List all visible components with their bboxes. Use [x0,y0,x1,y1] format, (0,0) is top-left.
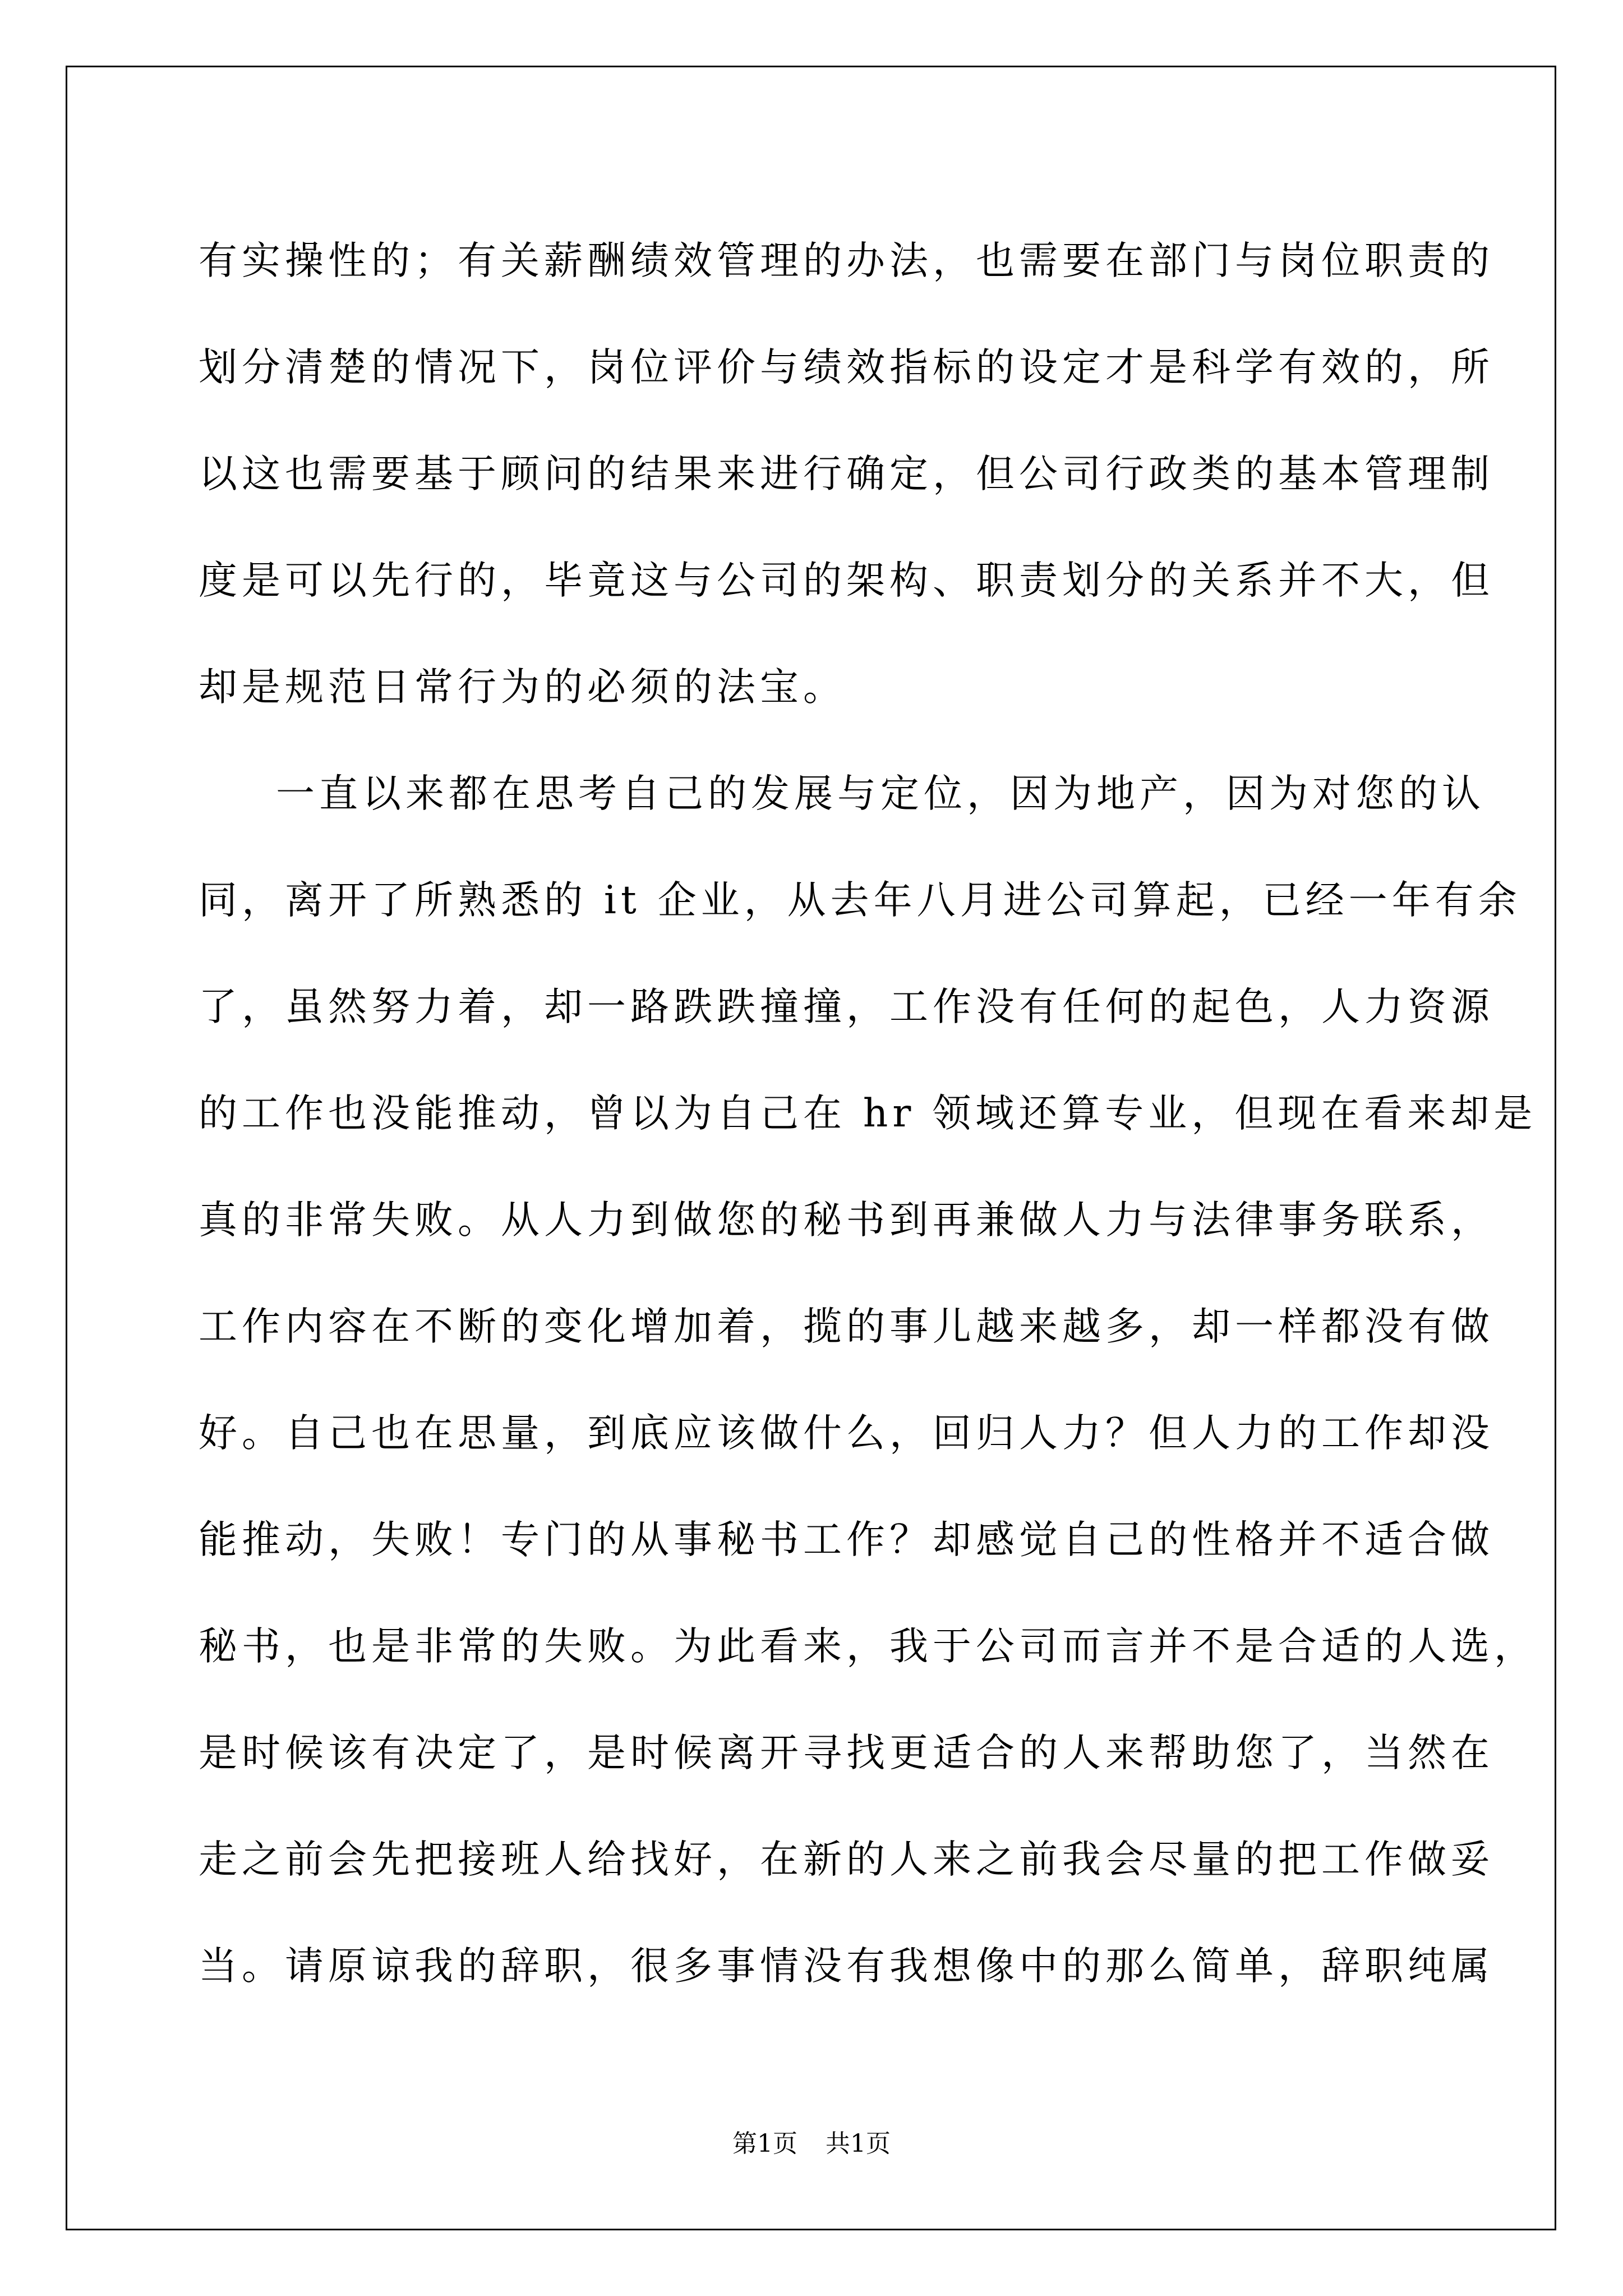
text-line: 划分清楚的情况下，岗位评价与绩效指标的设定才是科学有效的，所 [199,345,1494,390]
text-line: 走之前会先把接班人给找好，在新的人来之前我会尽量的把工作做妥 [199,1837,1494,1882]
text-line: 却是规范日常行为的必须的法宝。 [199,665,846,710]
text-line: 的工作也没能推动，曾以为自己在 hr 领域还算专业，但现在看来却是 [199,1091,1537,1136]
text-line: 以这也需要基于顾问的结果来进行确定，但公司行政类的基本管理制 [199,452,1494,496]
text-line: 秘书，也是非常的失败。为此看来，我于公司而言并不是合适的人选， [199,1624,1537,1669]
text-line: 了，虽然努力着，却一路跌跌撞撞，工作没有任何的起色，人力资源 [199,984,1494,1029]
total-pages: 共1页 [826,2129,891,2158]
page-number: 第1页 [732,2129,797,2158]
text-line: 有实操性的；有关薪酬绩效管理的办法，也需要在部门与岗位职责的 [199,238,1494,283]
text-line: 能推动，失败！专门的从事秘书工作？却感觉自己的性格并不适合做 [199,1517,1494,1562]
document-body [199,208,1537,2019]
page-footer [0,2123,1623,2159]
text-line: 度是可以先行的，毕竟这与公司的架构、职责划分的关系并不大，但 [199,558,1494,603]
text-line: 真的非常失败。从人力到做您的秘书到再兼做人力与法律事务联系， [199,1198,1494,1243]
text-line: 好。自己也在思量，到底应该做什么，回归人力？但人力的工作却没 [199,1411,1494,1456]
paragraph-first-line: 一直以来都在思考自己的发展与定位，因为地产，因为对您的认 [276,771,1485,816]
text-line: 工作内容在不断的变化增加着，揽的事儿越来越多，却一样都没有做 [199,1304,1494,1349]
text-line: 是时候该有决定了，是时候离开寻找更适合的人来帮助您了，当然在 [199,1731,1494,1775]
text-line: 同，离开了所熟悉的 it 企业，从去年八月进公司算起，已经一年有余 [199,878,1521,923]
text-line: 当。请原谅我的辞职，很多事情没有我想像中的那么简单，辞职纯属 [199,1944,1494,1989]
